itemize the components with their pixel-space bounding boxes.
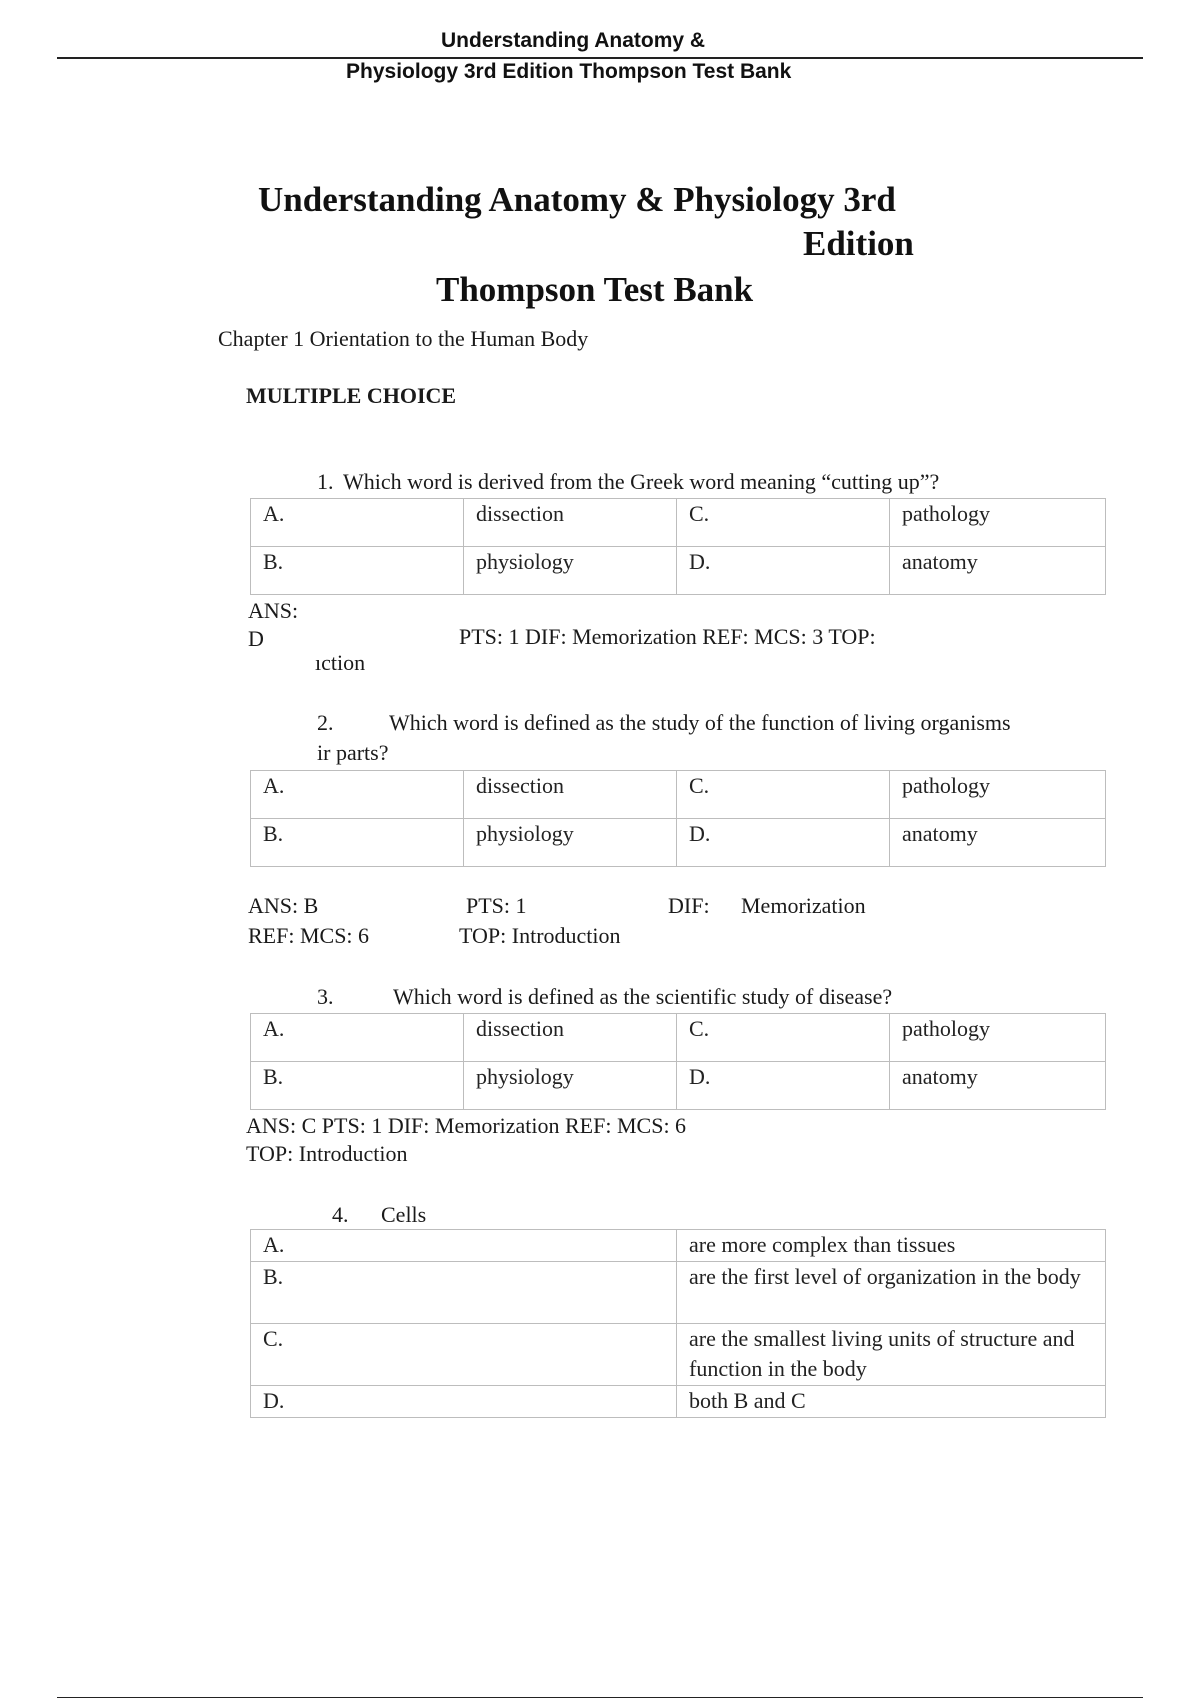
question-3-meta-line2: TOP: Introduction <box>246 1141 408 1166</box>
question-2-answer: ANS: B <box>248 893 319 918</box>
option-text: are the first level of organization in the body <box>677 1262 1106 1324</box>
question-3-meta-line1: ANS: C PTS: 1 DIF: Memorization REF: MCS: 6 <box>246 1113 687 1138</box>
running-header-line1: Understanding Anatomy & <box>441 29 706 52</box>
question-1-topic-fragment: ıction <box>315 650 366 675</box>
option-text: physiology <box>464 1062 677 1110</box>
question-4-number: 4. <box>332 1202 349 1227</box>
question-1-answer-value: D <box>248 626 264 651</box>
question-2-difficulty-value: Memorization <box>741 893 866 918</box>
question-2-text: Which word is defined as the study of the function of living organisms <box>389 710 1011 735</box>
option-text: dissection <box>464 1014 677 1062</box>
question-1-text: Which word is derived from the Greek word meaning “cutting up”? <box>343 469 940 494</box>
question-2-text-continued: ir parts? <box>317 740 389 765</box>
option-label: B. <box>251 819 464 867</box>
question-1-number: 1. <box>317 469 334 494</box>
document-title-line1: Understanding Anatomy & Physiology 3rd <box>258 180 896 219</box>
option-label: A. <box>251 499 464 547</box>
option-text: anatomy <box>890 819 1106 867</box>
document-title-line2: Edition <box>803 224 914 263</box>
question-4-text: Cells <box>381 1202 427 1227</box>
option-label: B. <box>251 547 464 595</box>
option-text: dissection <box>464 499 677 547</box>
option-text: anatomy <box>890 547 1106 595</box>
option-label: A. <box>251 1230 677 1262</box>
option-label: B. <box>251 1062 464 1110</box>
option-text: pathology <box>890 771 1106 819</box>
question-2-options <box>250 770 1106 867</box>
footer-rule <box>57 1697 1143 1698</box>
document-title-line3: Thompson Test Bank <box>436 270 754 309</box>
question-2-points: PTS: 1 <box>466 893 527 918</box>
question-2-number: 2. <box>317 710 334 735</box>
option-label: B. <box>251 1262 677 1324</box>
running-header-line2: Physiology 3rd Edition Thompson Test Bank <box>346 60 792 83</box>
question-3-text: Which word is defined as the scientific study of disease? <box>393 984 893 1009</box>
option-label: C. <box>677 499 890 547</box>
chapter-heading: Chapter 1 Orientation to the Human Body <box>218 326 589 351</box>
option-text: are more complex than tissues <box>677 1230 1106 1262</box>
option-text: physiology <box>464 819 677 867</box>
question-2-difficulty-label: DIF: <box>668 893 710 918</box>
question-2-topic: TOP: Introduction <box>459 923 621 948</box>
option-text: pathology <box>890 499 1106 547</box>
option-text: are the smallest living units of structure and function in the body <box>677 1324 1106 1386</box>
option-text: pathology <box>890 1014 1106 1062</box>
option-label: C. <box>251 1324 677 1386</box>
question-2-reference: REF: MCS: 6 <box>248 923 370 948</box>
question-3-number: 3. <box>317 984 334 1009</box>
question-1-answer-label: ANS: <box>248 598 299 623</box>
header-rule <box>57 57 1143 59</box>
option-label: A. <box>251 771 464 819</box>
option-text: physiology <box>464 547 677 595</box>
section-heading: MULTIPLE CHOICE <box>246 383 457 408</box>
question-3-options <box>250 1013 1106 1110</box>
option-label: D. <box>677 819 890 867</box>
option-label: D. <box>677 1062 890 1110</box>
option-label: C. <box>677 1014 890 1062</box>
question-1-meta: PTS: 1 DIF: Memorization REF: MCS: 3 TOP: <box>459 624 876 649</box>
option-text: anatomy <box>890 1062 1106 1110</box>
option-label: A. <box>251 1014 464 1062</box>
option-label: D. <box>677 547 890 595</box>
option-label: C. <box>677 771 890 819</box>
question-4-options <box>250 1229 1106 1418</box>
question-1-options <box>250 498 1106 595</box>
option-text: both B and C <box>677 1386 1106 1418</box>
option-text: dissection <box>464 771 677 819</box>
option-label: D. <box>251 1386 677 1418</box>
